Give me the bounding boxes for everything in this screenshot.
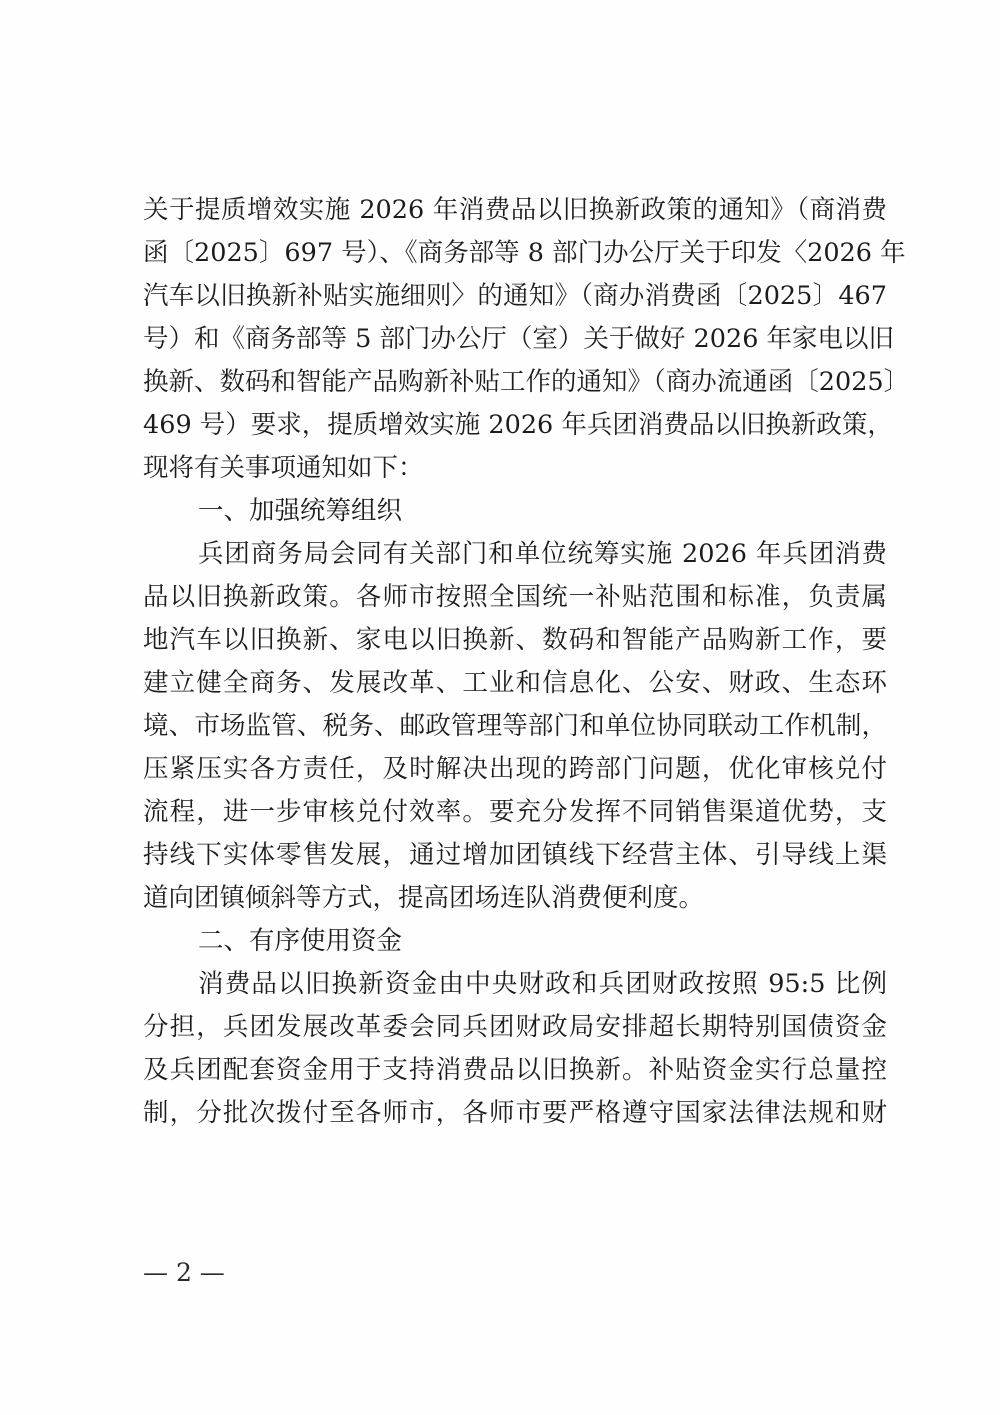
text-line: 消费品以旧换新资金由中央财政和兵团财政按照 95:5 比例 xyxy=(198,969,887,999)
text-line: 汽车以旧换新补贴实施细则〉的通知》（商办消费函〔2025〕467 xyxy=(143,281,887,311)
section-1 xyxy=(143,490,887,920)
intro-paragraph xyxy=(143,189,910,490)
text-line: 函〔2025〕697 号）、《商务部等 8 部门办公厅关于印发〈2026 年 xyxy=(143,238,906,268)
text-line: 分担，兵团发展改革委会同兵团财政局安排超长期特别国债资金 xyxy=(143,1012,887,1042)
page-number: — 2 — xyxy=(143,1258,225,1287)
text-line: 及兵团配套资金用于支持消费品以旧换新。补贴资金实行总量控 xyxy=(143,1055,887,1085)
section-heading: 一、加强统筹组织 xyxy=(198,496,403,526)
text-line: 品以旧换新政策。各师市按照全国统一补贴范围和标准，负责属 xyxy=(143,582,887,612)
text-line: 地汽车以旧换新、家电以旧换新、数码和智能产品购新工作，要 xyxy=(143,625,887,655)
text-line: 制，分批次拨付至各师市，各师市要严格遵守国家法律法规和财 xyxy=(143,1098,887,1128)
text-line: 号）和《商务部等 5 部门办公厅（室）关于做好 2026 年家电以旧 xyxy=(143,324,895,354)
section-heading: 二、有序使用资金 xyxy=(198,926,403,956)
text-line: 关于提质增效实施 2026 年消费品以旧换新政策的通知》（商消费 xyxy=(143,195,887,225)
document-body xyxy=(143,189,910,1135)
text-line: 境、市场监管、税务、邮政管理等部门和单位协同联动工作机制， xyxy=(143,711,887,741)
text-line: 压紧压实各方责任，及时解决出现的跨部门问题，优化审核兑付 xyxy=(143,754,887,784)
text-line: 流程，进一步审核兑付效率。要充分发挥不同销售渠道优势，支 xyxy=(143,797,887,827)
section-2 xyxy=(143,920,887,1135)
text-line: 现将有关事项通知如下： xyxy=(143,453,424,483)
text-line: 469 号）要求，提质增效实施 2026 年兵团消费品以旧换新政策， xyxy=(143,410,893,440)
text-line: 持线下实体零售发展，通过增加团镇线下经营主体、引导线上渠 xyxy=(143,840,887,870)
text-line: 道向团镇倾斜等方式，提高团场连队消费便利度。 xyxy=(143,883,705,913)
text-line: 兵团商务局会同有关部门和单位统筹实施 2026 年兵团消费 xyxy=(198,539,887,569)
text-line: 换新、数码和智能产品购新补贴工作的通知》（商办流通函〔2025〕 xyxy=(143,367,910,397)
text-line: 建立健全商务、发展改革、工业和信息化、公安、财政、生态环 xyxy=(143,668,887,698)
